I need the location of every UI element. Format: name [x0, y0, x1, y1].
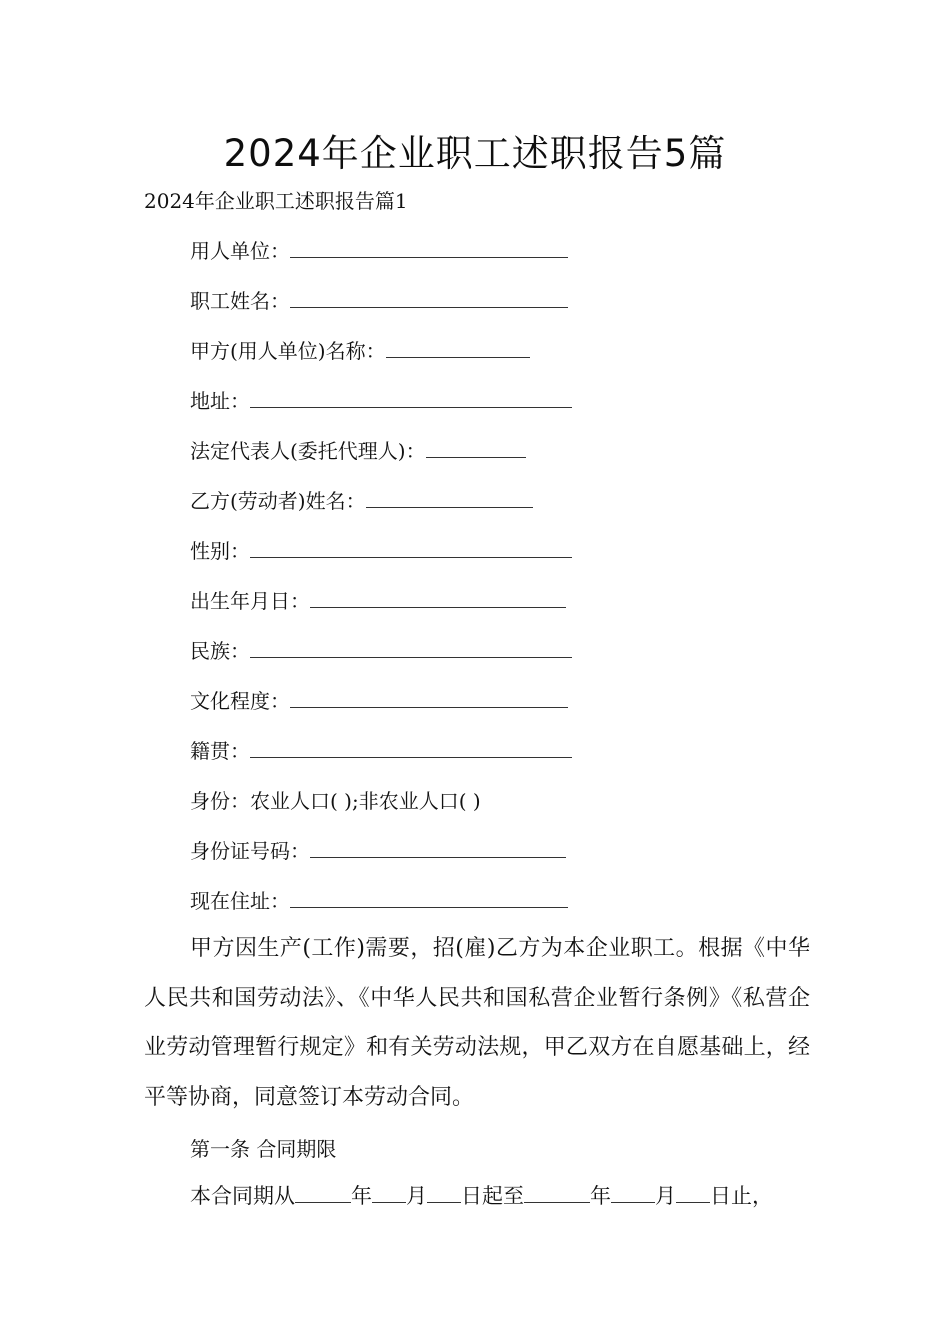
blank-line[interactable]	[290, 689, 568, 708]
field-address	[190, 386, 572, 416]
field-current-address	[190, 886, 568, 916]
field-label: 用人单位：	[190, 239, 290, 263]
blank-line[interactable]	[290, 889, 568, 908]
term-prefix: 本合同期从	[190, 1184, 295, 1208]
blank-line[interactable]	[386, 339, 530, 358]
term-month-label: 月	[406, 1184, 427, 1208]
blank-line[interactable]	[250, 539, 572, 558]
blank-end-day[interactable]	[676, 1184, 710, 1203]
blank-line[interactable]	[426, 439, 526, 458]
field-label: 出生年月日：	[190, 589, 310, 613]
field-label: 职工姓名：	[190, 289, 290, 313]
field-label: 甲方(用人单位)名称：	[190, 339, 386, 363]
article-heading: 第一条 合同期限	[190, 1137, 337, 1161]
document-title: 2024年企业职工述职报告5篇	[223, 132, 727, 175]
blank-line[interactable]	[310, 839, 566, 858]
blank-line[interactable]	[250, 389, 572, 408]
blank-line[interactable]	[250, 739, 572, 758]
field-party-a-name	[190, 336, 530, 366]
term-year-label: 年	[351, 1184, 372, 1208]
term-month2-label: 月	[655, 1184, 676, 1208]
field-label: 身份证号码：	[190, 839, 310, 863]
field-ethnicity	[190, 636, 572, 666]
blank-line[interactable]	[250, 639, 572, 658]
field-label: 民族：	[190, 639, 250, 663]
blank-line[interactable]	[290, 289, 568, 308]
field-birth-date	[190, 586, 566, 616]
field-legal-rep	[190, 436, 526, 466]
field-label: 法定代表人(委托代理人)：	[190, 439, 426, 463]
blank-line[interactable]	[290, 239, 568, 258]
section-subtitle: 2024年企业职工述职报告篇1	[144, 189, 408, 213]
field-label: 籍贯：	[190, 739, 250, 763]
contract-term-line	[190, 1180, 773, 1212]
field-employee-name	[190, 286, 568, 316]
intro-paragraph: 甲方因生产(工作)需要，招(雇)乙方为本企业职工。根据《中华人民共和国劳动法》、《中华人民共和国私营企业暂行条例》《私营企业劳动管理暂行规定》和有关劳动法规，甲乙双方在自愿基础上，经平等协商，同意签订本劳动合同。	[144, 936, 810, 1110]
field-label: 乙方(劳动者)姓名：	[190, 489, 366, 513]
field-native-place	[190, 736, 572, 766]
field-label: 性别：	[190, 539, 250, 563]
term-end-label: 日止，	[710, 1184, 773, 1208]
field-id-number	[190, 836, 566, 866]
field-label: 现在住址：	[190, 889, 290, 913]
term-start-label: 日起至	[461, 1184, 524, 1208]
blank-start-month[interactable]	[372, 1184, 406, 1203]
blank-start-day[interactable]	[427, 1184, 461, 1203]
blank-line[interactable]	[310, 589, 566, 608]
term-year2-label: 年	[590, 1184, 611, 1208]
blank-end-month[interactable]	[611, 1184, 655, 1203]
blank-end-year[interactable]	[524, 1184, 590, 1203]
field-education	[190, 686, 568, 716]
field-label: 文化程度：	[190, 689, 290, 713]
field-identity	[190, 786, 481, 816]
blank-start-year[interactable]	[295, 1184, 351, 1203]
field-label: 身份：农业人口( );非农业人口( )	[190, 789, 481, 813]
field-label: 地址：	[190, 389, 250, 413]
field-party-b-name	[190, 486, 533, 516]
field-employer	[190, 236, 568, 266]
field-gender	[190, 536, 572, 566]
blank-line[interactable]	[366, 489, 533, 508]
